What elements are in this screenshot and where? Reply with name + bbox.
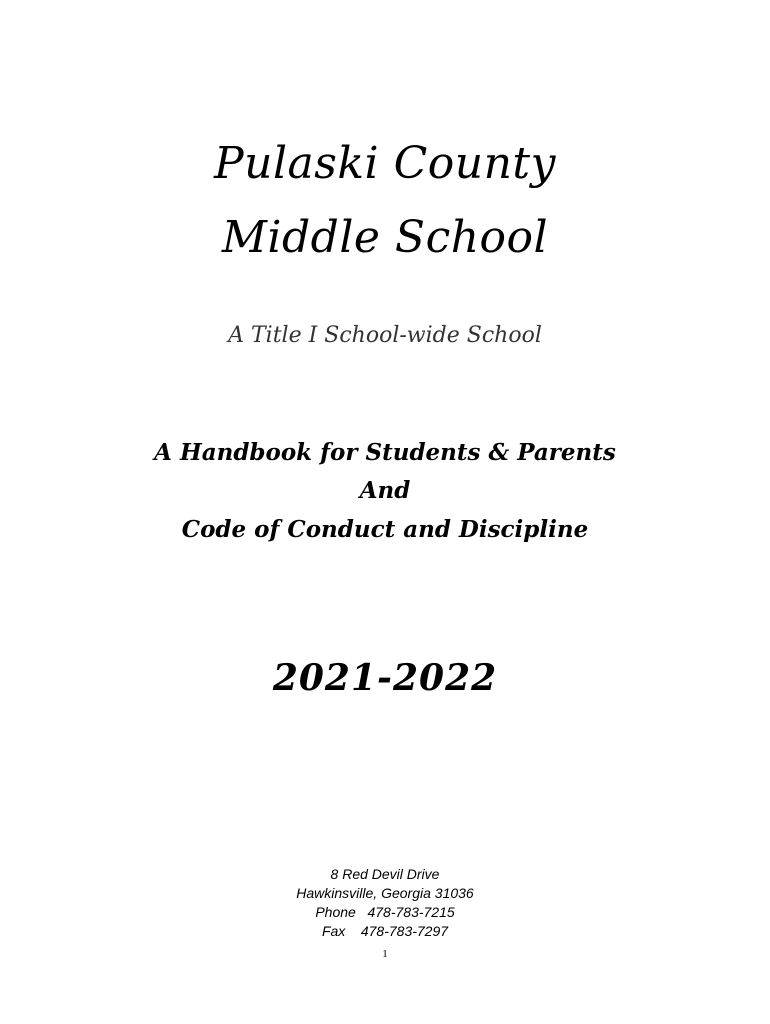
phone-label: Phone [315, 904, 356, 920]
address-phone [0, 903, 770, 923]
handbook-title-line-2: And [359, 477, 411, 504]
phone-number: 478-783-7215 [367, 904, 455, 920]
school-name-line-1: Pulaski County [214, 138, 556, 189]
handbook-title-line-3: Code of Conduct and Discipline [181, 516, 589, 543]
address-street: 8 Red Devil Drive [330, 866, 440, 882]
address-fax [0, 922, 770, 942]
address-city: Hawkinsville, Georgia 31036 [296, 885, 474, 901]
school-subtitle: A Title I School-wide School [228, 323, 542, 348]
school-name-line-2: Middle School [221, 212, 549, 263]
page-number: 1 [382, 948, 388, 960]
fax-number: 478-783-7297 [360, 923, 449, 939]
fax-label: Fax [321, 923, 346, 939]
school-year: 2021-2022 [272, 657, 498, 699]
handbook-title-line-1: A Handbook for Students & Parents [154, 439, 616, 466]
